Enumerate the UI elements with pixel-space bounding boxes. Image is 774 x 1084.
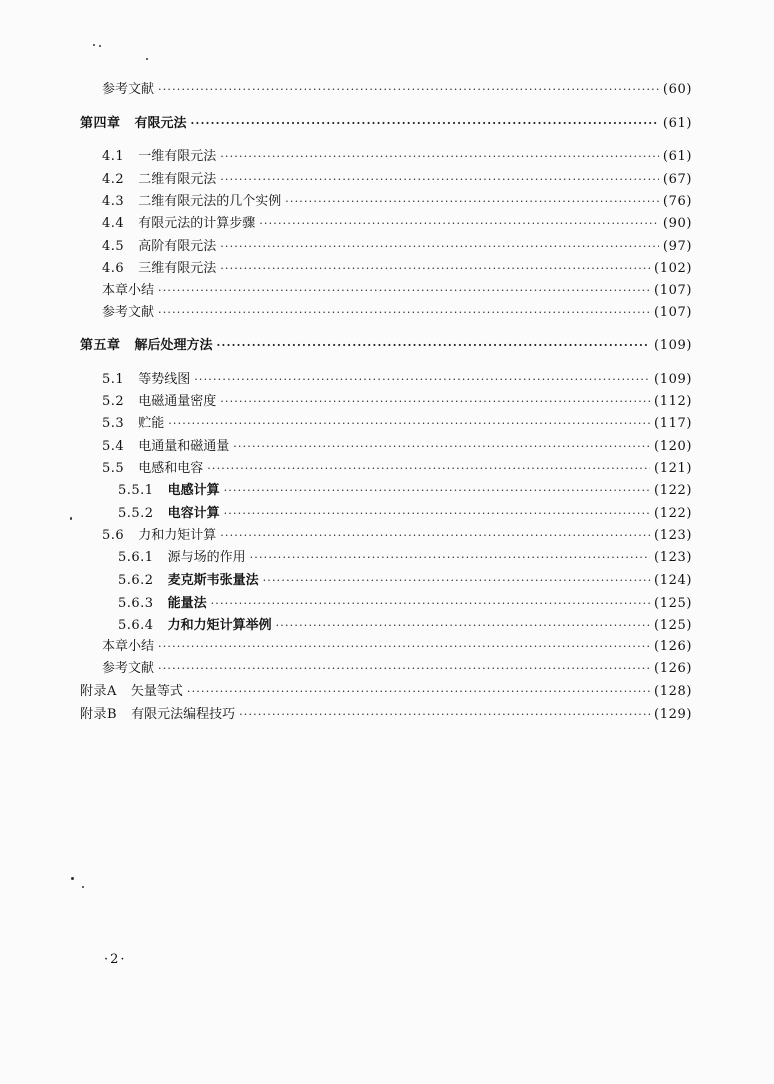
dot-leader <box>168 414 650 434</box>
toc-entry-number: 5.4 <box>102 439 125 454</box>
toc-entry-number: 4.6 <box>102 261 125 276</box>
dot-leader <box>220 259 650 279</box>
toc-entry-page: (97) <box>662 239 692 254</box>
toc-chapter-title: 解后处理方法 <box>134 338 213 353</box>
toc-entry-page: (122) <box>654 506 692 521</box>
dot-leader <box>220 237 659 257</box>
dot-leader <box>233 437 650 457</box>
toc-entry-5-5 <box>102 459 692 479</box>
dot-leader <box>220 170 659 190</box>
toc-entry-title: 源与场的作用 <box>167 550 246 565</box>
toc-entry-number: 5.6.3 <box>118 596 154 611</box>
toc-entry-title: 电通量和磁通量 <box>138 439 230 454</box>
toc-entry-5-6-1 <box>118 548 692 568</box>
dot-leader <box>217 336 651 356</box>
dot-leader <box>158 659 650 679</box>
toc-entry-page: (128) <box>654 684 692 699</box>
toc-appendix-a <box>80 682 692 702</box>
scan-speck <box>82 886 84 888</box>
toc-chapter-5 <box>80 336 692 356</box>
toc-entry-title: 参考文献 <box>102 305 155 320</box>
toc-entry-page: (126) <box>654 661 692 676</box>
toc-entry-references-ch4 <box>102 303 692 323</box>
dot-leader <box>220 526 650 546</box>
page-number: ·2· <box>104 952 127 967</box>
dot-leader <box>207 459 650 479</box>
toc-entry-title: 贮能 <box>138 416 165 431</box>
toc-entry-number: 5.3 <box>102 416 125 431</box>
dot-leader <box>187 682 650 702</box>
toc-entry-page: (107) <box>654 305 692 320</box>
scan-speck <box>71 877 74 880</box>
toc-entry-page: (60) <box>662 82 692 97</box>
toc-entry-4-6 <box>102 259 692 279</box>
toc-entry-page: (129) <box>654 707 692 722</box>
toc-entry-number: 5.6.4 <box>118 618 154 633</box>
dot-leader <box>194 370 650 390</box>
toc-entry-page: (76) <box>662 194 692 209</box>
toc-entry-title: 参考文献 <box>102 82 155 97</box>
toc-entry-5-6 <box>102 526 692 546</box>
toc-entry-title: 麦克斯韦张量法 <box>167 573 259 588</box>
toc-entry-title: 二维有限元法的几个实例 <box>138 194 282 209</box>
toc-entry-number: 5.6 <box>102 528 125 543</box>
dot-leader <box>224 504 650 524</box>
toc-entry-5-2 <box>102 392 692 412</box>
toc-entry-number: 5.1 <box>102 372 125 387</box>
toc-entry-number: 5.5 <box>102 461 125 476</box>
toc-entry-number: 4.2 <box>102 172 125 187</box>
toc-entry-title: 电磁通量密度 <box>138 394 217 409</box>
toc-entry-4-1 <box>102 147 692 167</box>
scan-speck <box>70 517 72 520</box>
dot-leader <box>224 481 650 501</box>
dot-leader <box>259 214 659 234</box>
toc-entry-summary-ch5 <box>102 637 692 657</box>
toc-entry-page: (61) <box>662 149 692 164</box>
toc-entry-number: 5.2 <box>102 394 125 409</box>
toc-entry-number: 4.3 <box>102 194 125 209</box>
toc-appendix-number: 附录A <box>80 684 117 699</box>
scan-speck <box>99 45 101 47</box>
toc-entry-5-5-2 <box>118 504 692 524</box>
toc-entry-page: (125) <box>654 618 692 633</box>
toc-entry-number: 5.5.2 <box>118 506 154 521</box>
toc-entry-5-6-4 <box>118 616 692 636</box>
toc-appendix-title: 有限元法编程技巧 <box>131 707 236 722</box>
toc-entry-5-1 <box>102 370 692 390</box>
toc-entry-5-6-2 <box>118 571 692 591</box>
toc-entry-title: 电感和电容 <box>138 461 204 476</box>
toc-entry-number: 5.6.2 <box>118 573 154 588</box>
toc-entry-page: (124) <box>654 573 692 588</box>
scan-speck <box>146 58 148 60</box>
toc-entry-page: (125) <box>654 596 692 611</box>
toc-entry-page: (102) <box>654 261 692 276</box>
toc-entry-5-6-3 <box>118 594 692 614</box>
toc-chapter-title: 有限元法 <box>134 116 187 131</box>
dot-leader <box>158 80 659 100</box>
dot-leader <box>211 594 650 614</box>
dot-leader <box>158 303 650 323</box>
dot-leader <box>158 281 650 301</box>
toc-entry-number: 4.5 <box>102 239 125 254</box>
dot-leader <box>285 192 659 212</box>
toc-entry-number: 4.1 <box>102 149 125 164</box>
toc-entry-page: (61) <box>662 116 692 131</box>
toc-entry-page: (107) <box>654 283 692 298</box>
dot-leader <box>263 571 650 591</box>
toc-entry-title: 电容计算 <box>167 506 220 521</box>
toc-entry-5-3 <box>102 414 692 434</box>
dot-leader <box>239 705 650 725</box>
toc-entry-number: 5.6.1 <box>118 550 154 565</box>
toc-entry-title: 电感计算 <box>167 483 220 498</box>
toc-entry-page: (121) <box>654 461 692 476</box>
toc-entry-references-ch3 <box>102 80 692 100</box>
dot-leader <box>250 548 650 568</box>
dot-leader <box>220 392 650 412</box>
dot-leader <box>276 616 650 636</box>
toc-entry-page: (123) <box>654 550 692 565</box>
toc-entry-page: (126) <box>654 639 692 654</box>
toc-entry-title: 等势线图 <box>138 372 191 387</box>
toc-entry-title: 能量法 <box>167 596 207 611</box>
toc-entry-5-4 <box>102 437 692 457</box>
toc-entry-title: 一维有限元法 <box>138 149 217 164</box>
toc-entry-4-2 <box>102 170 692 190</box>
toc-appendix-title: 矢量等式 <box>130 684 183 699</box>
toc-entry-5-5-1 <box>118 481 692 501</box>
toc-entry-title: 三维有限元法 <box>138 261 217 276</box>
toc-entry-page: (67) <box>662 172 692 187</box>
toc-entry-page: (112) <box>654 394 692 409</box>
toc-entry-references-ch5 <box>102 659 692 679</box>
toc-entry-page: (109) <box>654 338 692 353</box>
toc-entry-title: 二维有限元法 <box>138 172 217 187</box>
toc-entry-title: 本章小结 <box>102 639 155 654</box>
toc-entry-page: (117) <box>654 416 692 431</box>
toc-entry-page: (109) <box>654 372 692 387</box>
toc-entry-title: 本章小结 <box>102 283 155 298</box>
toc-entry-title: 高阶有限元法 <box>138 239 217 254</box>
toc-entry-page: (122) <box>654 483 692 498</box>
toc-chapter-4 <box>80 114 692 134</box>
dot-leader <box>191 114 659 134</box>
scan-speck <box>93 44 95 46</box>
toc-entry-4-4 <box>102 214 692 234</box>
toc-entry-title: 力和力矩计算 <box>138 528 217 543</box>
toc-entry-title: 有限元法的计算步骤 <box>138 216 256 231</box>
toc-entry-number: 4.4 <box>102 216 125 231</box>
toc-entry-title: 力和力矩计算举例 <box>167 618 272 633</box>
toc-entry-number: 5.5.1 <box>118 483 154 498</box>
dot-leader <box>158 637 650 657</box>
toc-entry-title: 参考文献 <box>102 661 155 676</box>
toc-chapter-number: 第四章 <box>80 116 121 131</box>
toc-appendix-number: 附录B <box>80 707 118 722</box>
toc-entry-page: (120) <box>654 439 692 454</box>
toc-entry-page: (90) <box>662 216 692 231</box>
toc-entry-page: (123) <box>654 528 692 543</box>
toc-appendix-b <box>80 705 692 725</box>
toc-entry-4-3 <box>102 192 692 212</box>
toc-entry-4-5 <box>102 237 692 257</box>
dot-leader <box>220 147 659 167</box>
toc-chapter-number: 第五章 <box>80 338 121 353</box>
toc-entry-summary-ch4 <box>102 281 692 301</box>
